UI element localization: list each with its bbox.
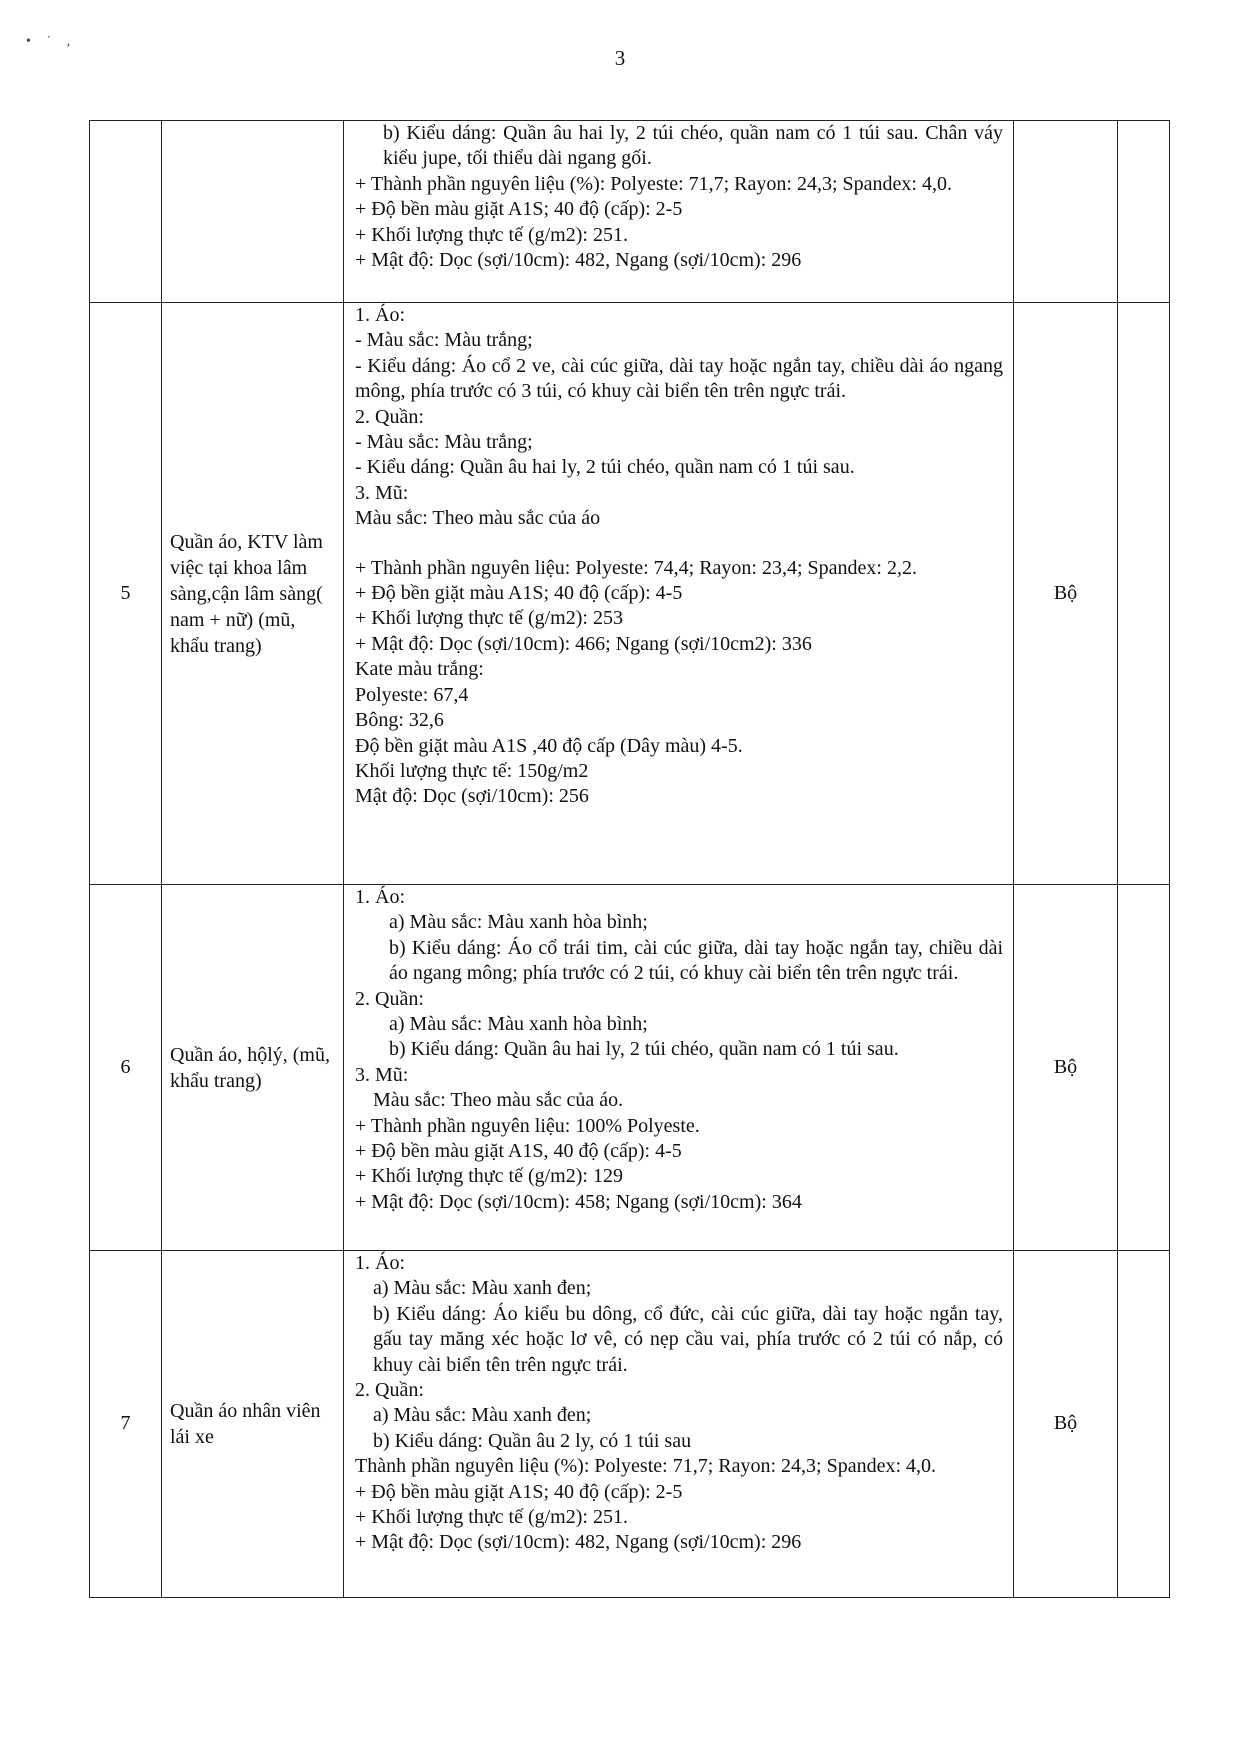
table-row [90,1251,1170,1598]
desc-line: 2. Quần: [355,987,424,1010]
desc-line: b) Kiểu dáng: Quần âu 2 ly, có 1 túi sau [373,1429,692,1452]
desc-line: 3. Mũ: [355,481,409,504]
desc-line: Kate màu trắng: [355,658,484,681]
desc-line: Thành phần nguyên liệu (%): Polyeste: 71,7; Rayon: 24,3; Spandex: 4,0. [355,1455,937,1478]
unit-cell: Bộ [1014,885,1118,1251]
desc-line: 1. Áo: [355,886,405,908]
desc-line: - Kiểu dáng: Áo cổ 2 ve, cài cúc giữa, dài tay hoặc ngắn tay, chiều dài áo ngang mông, phía trước có 3 túi, có khuy cài biển tên trên ngực trái. [355,354,1003,403]
desc-spacer [355,532,1003,556]
desc-line: + Khối lượng thực tế (g/m2): 251. [355,1506,628,1529]
desc-line: + Độ bền màu giặt A1S; 40 độ (cấp): 2-5 [355,1480,683,1503]
quantity-cell [1118,303,1170,885]
desc-line: + Thành phần nguyên liệu (%): Polyeste: 71,7; Rayon: 24,3; Spandex: 4,0. [355,172,952,195]
desc-line: + Độ bền màu giặt A1S, 40 độ (cấp): 4-5 [355,1140,682,1163]
table-row [90,885,1170,1251]
desc-line: b) Kiểu dáng: Áo cổ trái tim, cài cúc giữa, dài tay hoặc ngắn tay, chiều dài áo ngang mông; phía trước có 2 túi, có khuy cài biển tên trên ngực trái. [389,936,1003,985]
desc-line: + Mật độ: Dọc (sợi/10cm): 466; Ngang (sợi/10cm2): 336 [355,632,812,655]
desc-line: 1. Áo: [355,1252,405,1274]
desc-line: a) Màu sắc: Màu xanh đen; [373,1404,592,1427]
unit-cell: Bộ [1014,1251,1118,1598]
desc-line: + Mật độ: Dọc (sợi/10cm): 458; Ngang (sợi/10cm): 364 [355,1190,802,1213]
desc-line: + Khối lượng thực tế (g/m2): 251. [355,223,628,246]
table-row [90,121,1170,303]
desc-line: 1. Áo: [355,304,405,326]
item-name: Quần áo, hộlý, (mũ, khẩu trang) [162,885,344,1251]
desc-line: - Màu sắc: Màu trắng; [355,329,533,352]
desc-line: a) Màu sắc: Màu xanh đen; [373,1277,592,1300]
desc-line: 2. Quần: [355,405,424,428]
desc-line: Bông: 32,6 [355,709,444,732]
desc-line: Màu sắc: Theo màu sắc của áo [355,507,601,530]
desc-line: Khối lượng thực tế: 150g/m2 [355,759,589,782]
item-description [344,303,1014,885]
item-name: Quần áo, KTV làm việc tại khoa lâm sàng,cận lâm sàng( nam + nữ) (mũ, khẩu trang) [162,303,344,885]
desc-line: b) Kiểu dáng: Quần âu hai ly, 2 túi chéo, quần nam có 1 túi sau. Chân váy kiểu jupe, tối thiểu dài ngang gối. [383,122,1003,170]
desc-line: + Mật độ: Dọc (sợi/10cm): 482, Ngang (sợi/10cm): 296 [355,249,802,272]
desc-line: Mật độ: Dọc (sợi/10cm): 256 [355,785,589,808]
quantity-cell [1118,885,1170,1251]
desc-line: + Độ bền giặt màu A1S; 40 độ (cấp): 4-5 [355,582,683,605]
row-number [90,121,162,303]
scan-specks: • ˙ , [26,34,77,49]
desc-line: Polyeste: 67,4 [355,683,469,706]
desc-line: Màu sắc: Theo màu sắc của áo. [373,1089,624,1112]
desc-line: b) Kiểu dáng: Quần âu hai ly, 2 túi chéo, quần nam có 1 túi sau. [389,1038,899,1061]
desc-line: Độ bền giặt màu A1S ,40 độ cấp (Dây màu) 4-5. [355,734,743,757]
desc-line: + Khối lượng thực tế (g/m2): 129 [355,1165,623,1188]
desc-line: - Kiểu dáng: Quần âu hai ly, 2 túi chéo, quần nam có 1 túi sau. [355,456,855,479]
item-description [344,121,1014,303]
desc-line: + Mật độ: Dọc (sợi/10cm): 482, Ngang (sợi/10cm): 296 [355,1531,802,1554]
desc-line: 2. Quần: [355,1379,424,1402]
item-description [344,1251,1014,1598]
item-description [344,885,1014,1251]
desc-line: a) Màu sắc: Màu xanh hòa bình; [389,911,648,934]
unit-cell: Bộ [1014,303,1118,885]
desc-line: - Màu sắc: Màu trắng; [355,431,533,454]
item-name: Quần áo nhân viên lái xe [162,1251,344,1598]
desc-line: + Thành phần nguyên liệu: 100% Polyeste. [355,1114,700,1137]
quantity-cell [1118,121,1170,303]
unit-cell [1014,121,1118,303]
specification-table [89,120,1170,1598]
row-number: 7 [90,1251,162,1598]
item-name [162,121,344,303]
quantity-cell [1118,1251,1170,1598]
desc-line: + Khối lượng thực tế (g/m2): 253 [355,607,623,630]
desc-line: + Thành phần nguyên liệu: Polyeste: 74,4; Rayon: 23,4; Spandex: 2,2. [355,556,917,579]
page-number: 3 [614,46,626,70]
row-number: 6 [90,885,162,1251]
row-number: 5 [90,303,162,885]
table-row [90,303,1170,885]
desc-line: + Độ bền màu giặt A1S; 40 độ (cấp): 2-5 [355,198,683,221]
desc-line: b) Kiểu dáng: Áo kiểu bu dông, cổ đức, cài cúc giữa, dài tay hoặc ngắn tay, gấu tay măng xéc hoặc lơ vê, có nẹp cầu vai, phía trước có 2 túi có nắp, có khuy cài biển tên trên ngực trái. [373,1302,1003,1376]
desc-line: 3. Mũ: [355,1063,409,1086]
desc-line: a) Màu sắc: Màu xanh hòa bình; [389,1013,648,1036]
